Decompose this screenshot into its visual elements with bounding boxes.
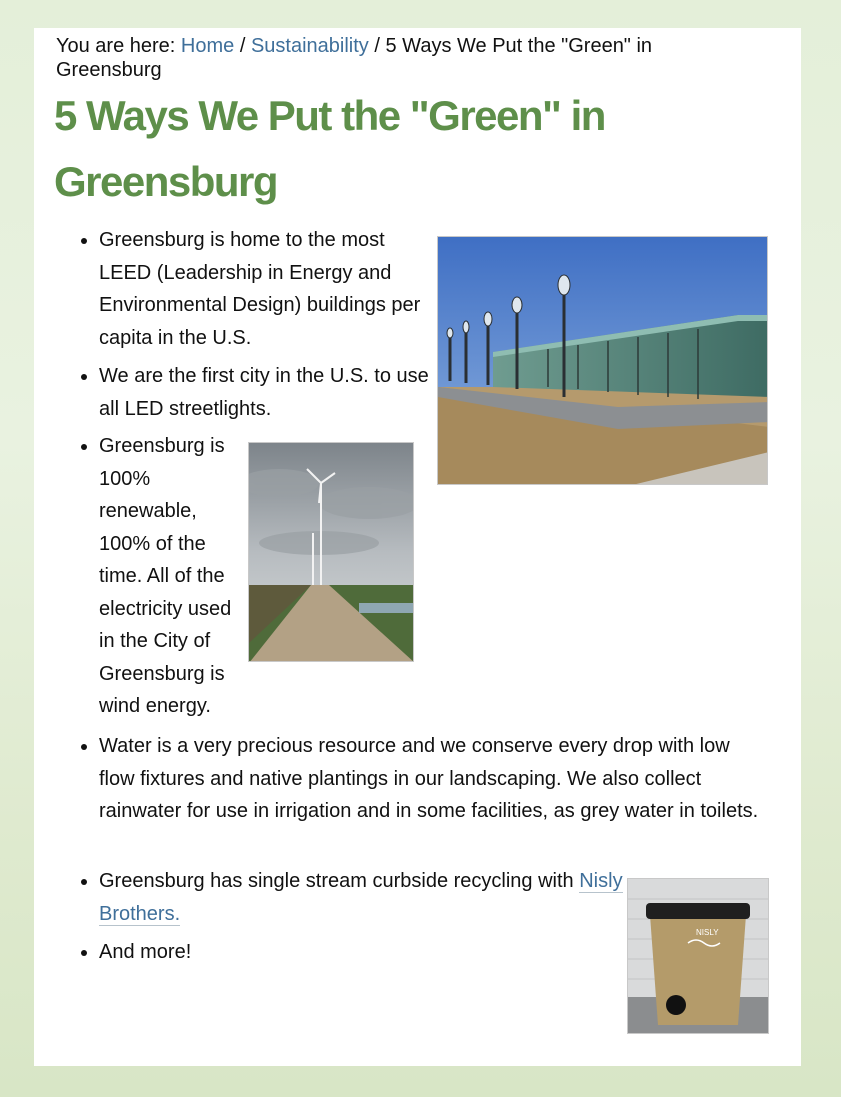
recycling-bin-photo-image [628,879,769,1034]
bin-label: NISLY [696,928,719,937]
list-item [99,730,764,828]
building-photo [437,236,768,485]
building-photo-image [438,237,768,485]
breadcrumb-separator: / [239,35,246,57]
breadcrumb [56,34,756,82]
list-item [99,360,429,425]
wind-turbine-photo [248,442,414,662]
wind-turbine-photo-image [249,443,414,662]
page-title: 5 Ways We Put the "Green" in Greensburg [54,92,605,205]
list-item-text: Greensburg has single stream curbside recycling with [99,870,574,892]
breadcrumb-current: 5 Ways We Put the "Green" in Greensburg [56,35,653,81]
list-item-text: Greensburg is home to the most LEED (Leadership in Energy and Environmental Design) buildings per capita in the U.S. [99,229,421,349]
list-item-text: Greensburg is 100% renewable, 100% of the time. All of the electricity used in the City of Greensburg is wind energy. [99,435,232,717]
breadcrumb-separator: / [374,35,380,57]
recycling-bin-photo [627,878,769,1034]
list-item [99,865,629,930]
list-item-text: Water is a very precious resource and we conserve every drop with low flow fixtures and native plantings in our landscaping. We also collect rainwater for use in irrigation and in some facilities, as grey water in toilets. [99,735,759,822]
list-item [99,224,429,354]
breadcrumb-prefix: You are here: [56,35,176,57]
breadcrumb-sustainability-link[interactable]: Sustainability [250,35,369,57]
list-item [99,936,399,969]
nisly-brothers-link[interactable]: Nisly Brothers. [99,870,623,925]
content-panel [34,28,801,1066]
list-item-text: And more! [99,941,192,963]
list-item-text: We are the first city in the U.S. to use all LED streetlights. [99,365,429,420]
breadcrumb-home-link[interactable]: Home [180,35,235,57]
